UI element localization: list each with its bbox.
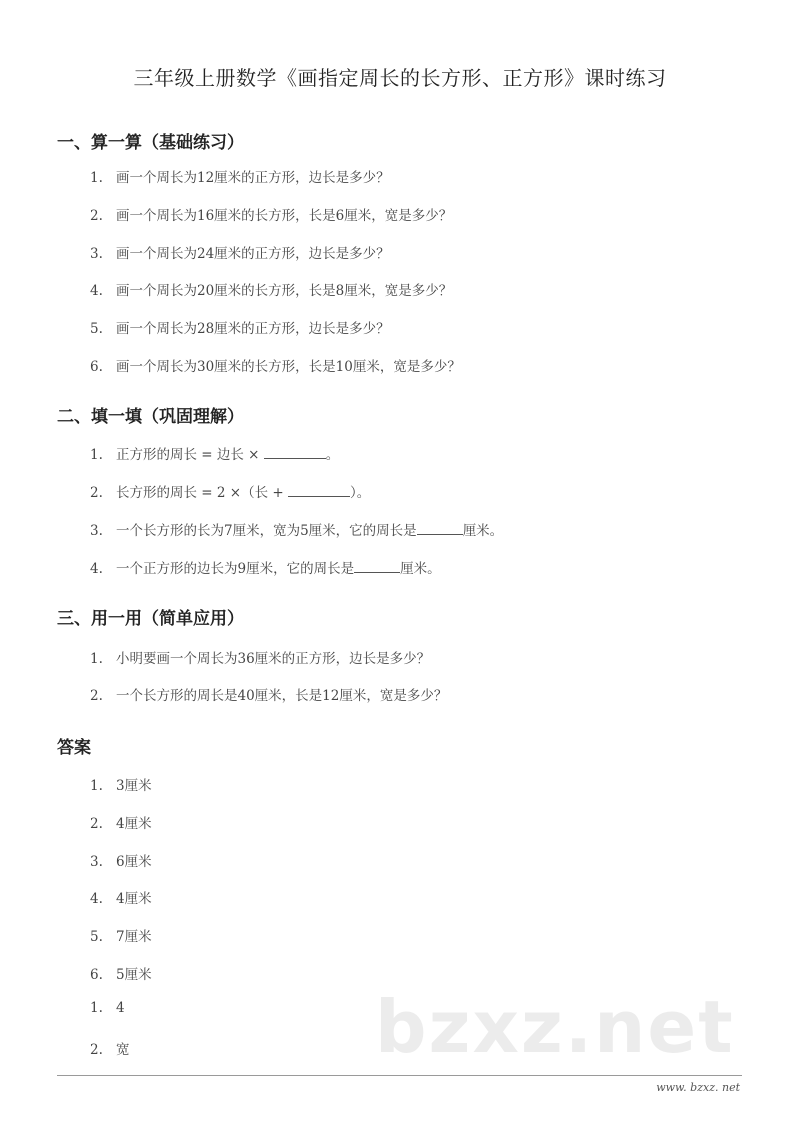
item-number: 3. (90, 523, 103, 539)
section-heading-answers: 答案 (57, 738, 91, 758)
answer-item (90, 887, 152, 907)
item-number: 1. (90, 447, 103, 463)
item-text: 4厘米 (116, 816, 152, 832)
item-text: 小明要画一个周长为36厘米的正方形，边长是多少？ (116, 651, 431, 667)
item-text: 3厘米 (116, 778, 152, 794)
item-number: 2. (90, 485, 103, 501)
item-number: 2. (90, 688, 103, 704)
item-text-before: 正方形的周长 = 边长 × (116, 447, 264, 463)
fill-blank-item (90, 443, 339, 463)
fill-blank-item (90, 519, 503, 539)
item-text: 画一个周长为20厘米的长方形，长是8厘米，宽是多少？ (116, 283, 453, 299)
question-item (90, 684, 447, 704)
answer-item (90, 850, 152, 870)
item-number: 4. (90, 561, 103, 577)
section-heading-fill: 二、填一填（巩固理解） (57, 407, 244, 427)
item-number: 2. (90, 816, 103, 832)
section-heading-basic: 一、算一算（基础练习） (57, 133, 244, 153)
answer-blank[interactable] (417, 522, 463, 535)
question-item (90, 279, 452, 299)
item-number: 3. (90, 246, 103, 262)
item-number: 4. (90, 283, 103, 299)
section-heading-apply: 三、用一用（简单应用） (57, 609, 244, 629)
item-text: 画一个周长为24厘米的正方形，边长是多少？ (116, 246, 390, 262)
item-text-before: 长方形的周长 = 2 ×（长 + (116, 485, 288, 501)
item-text: 画一个周长为28厘米的正方形，边长是多少？ (116, 321, 390, 337)
item-number: 5. (90, 321, 103, 337)
question-item (90, 242, 390, 262)
item-number: 1. (90, 651, 103, 667)
answer-item (90, 812, 152, 832)
item-text: 画一个周长为16厘米的长方形，长是6厘米，宽是多少？ (116, 208, 453, 224)
item-text: 4厘米 (116, 891, 152, 907)
answer-item (90, 1000, 125, 1016)
item-text: 5厘米 (116, 967, 152, 983)
item-text-after: 厘米。 (462, 523, 504, 539)
item-number: 1. (90, 170, 103, 186)
item-text-after: 厘米。 (400, 561, 441, 577)
item-number: 2. (90, 208, 103, 224)
question-item (90, 166, 390, 186)
answer-blank[interactable] (288, 484, 350, 497)
item-text: 6厘米 (116, 854, 152, 870)
question-item (90, 355, 461, 375)
answer-item (90, 925, 152, 945)
item-text: 7厘米 (116, 929, 152, 945)
item-number: 5. (90, 929, 103, 945)
item-number: 6. (90, 359, 103, 375)
item-text-after: 。 (325, 447, 340, 463)
item-text: 宽 (116, 1042, 130, 1058)
item-text-after: ）。 (349, 485, 371, 501)
answer-blank[interactable] (354, 560, 400, 573)
item-text: 一个长方形的周长是40厘米，长是12厘米，宽是多少？ (116, 688, 448, 704)
item-text: 4 (116, 1000, 125, 1016)
item-number: 6. (90, 967, 103, 983)
item-number: 1. (90, 1000, 103, 1016)
item-number: 3. (90, 854, 103, 870)
footer-divider (57, 1075, 742, 1076)
fill-blank-item (90, 557, 441, 577)
document-title: 三年级上册数学《画指定周长的长方形、正方形》课时练习 (133, 66, 667, 90)
answer-item (90, 774, 152, 794)
item-text-before: 一个长方形的长为7厘米，宽为5厘米，它的周长是 (116, 523, 417, 539)
item-number: 4. (90, 891, 103, 907)
item-number: 2. (90, 1042, 103, 1058)
question-item (90, 204, 452, 224)
question-item (90, 317, 390, 337)
item-text: 画一个周长为12厘米的正方形，边长是多少？ (116, 170, 390, 186)
answer-item (90, 1038, 130, 1058)
item-text-before: 一个正方形的边长为9厘米，它的周长是 (116, 561, 355, 577)
answer-blank[interactable] (264, 446, 326, 459)
question-item (90, 647, 430, 667)
watermark: bzxz.net (375, 985, 735, 1069)
item-number: 1. (90, 778, 103, 794)
answer-item (90, 963, 152, 983)
footer-url: www. bzxz. net (656, 1081, 740, 1094)
item-text: 画一个周长为30厘米的长方形，长是10厘米，宽是多少？ (116, 359, 461, 375)
fill-blank-item (90, 481, 370, 501)
